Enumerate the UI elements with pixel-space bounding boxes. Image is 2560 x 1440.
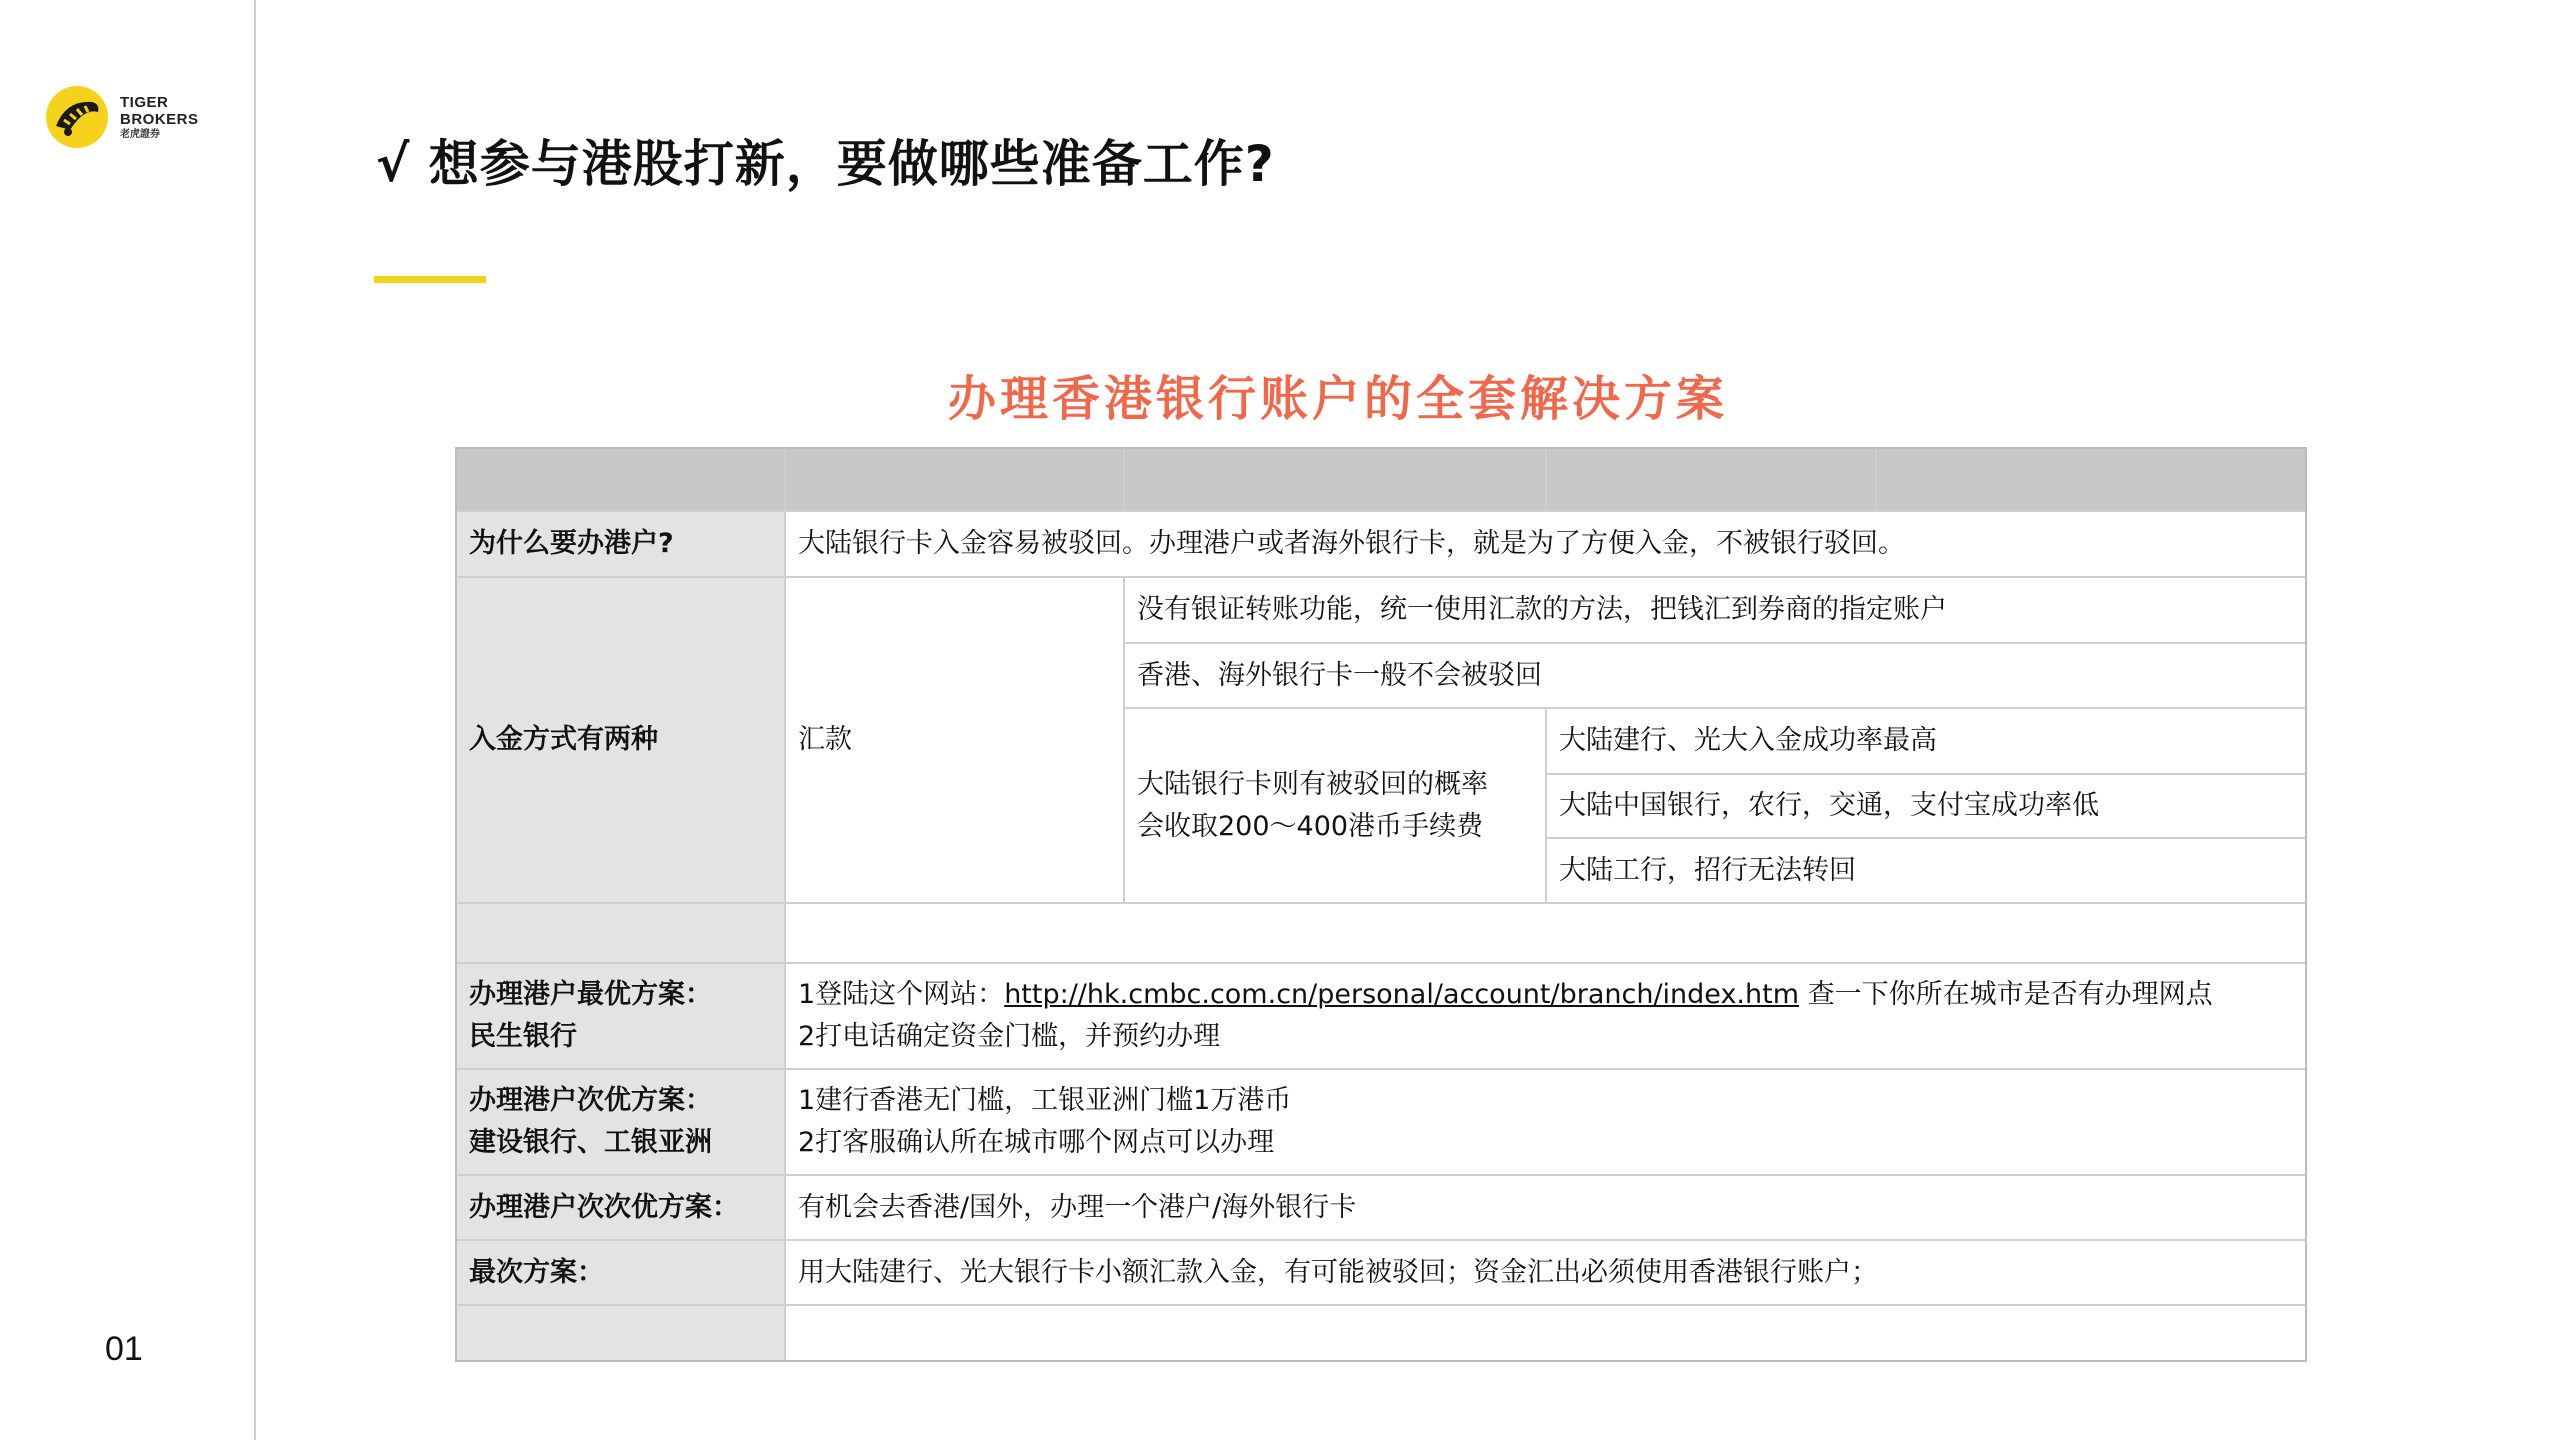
second-step-2: 2打客服确认所在城市哪个网点可以办理 — [798, 1127, 1275, 1158]
header-cell — [784, 449, 1123, 510]
second-plan-value — [784, 1068, 2305, 1174]
rate-low: 大陆中国银行，农行，交通，支付宝成功率低 — [1545, 773, 2305, 837]
spacer-label — [457, 902, 784, 962]
empty-label — [457, 1304, 784, 1360]
mainland-line-1: 大陆银行卡则有被驳回的概率 — [1137, 768, 1488, 800]
mainland-card-note — [1123, 707, 1545, 902]
tiger-logo-icon — [46, 86, 108, 148]
best-step-1-suffix: 查一下你所在城市是否有办理网点 — [1799, 979, 2213, 1010]
why-value: 大陆银行卡入金容易被驳回。办理港户或者海外银行卡，就是为了方便入金，不被银行驳回。 — [784, 510, 2305, 576]
tiger-brokers-logo — [46, 86, 199, 148]
no-transfer: 大陆工行，招行无法转回 — [1545, 837, 2305, 902]
why-label: 为什么要办港户? — [457, 510, 784, 576]
solution-table — [455, 447, 2307, 1362]
best-step-1-prefix: 1登陆这个网站： — [798, 979, 1005, 1010]
mainland-line-2: 会收取200～400港币手续费 — [1137, 810, 1484, 842]
best-plan-label-line-1: 办理港户最优方案： — [469, 979, 712, 1010]
third-plan-label: 办理港户次次优方案： — [457, 1174, 784, 1239]
second-plan-label-line-1: 办理港户次优方案： — [469, 1085, 712, 1116]
page-title: √ 想参与港股打新，要做哪些准备工作? — [376, 135, 1275, 193]
deposit-note-2: 香港、海外银行卡一般不会被驳回 — [1123, 642, 2305, 707]
header-cell — [1123, 449, 1545, 510]
cmbc-branch-link[interactable]: http://hk.cmbc.com.cn/personal/account/branch/index.htm — [1004, 979, 1799, 1010]
best-plan-value — [784, 962, 2305, 1068]
deposit-method: 汇款 — [784, 576, 1123, 902]
third-plan-value: 有机会去香港/国外，办理一个港户/海外银行卡 — [784, 1174, 2305, 1239]
rate-high: 大陆建行、光大入金成功率最高 — [1545, 707, 2305, 773]
header-cell — [457, 449, 784, 510]
brand-name-cn: 老虎證券 — [120, 128, 160, 140]
left-divider-line — [254, 0, 256, 1440]
best-plan-label — [457, 962, 784, 1068]
page-number: 01 — [105, 1330, 143, 1368]
second-plan-label — [457, 1068, 784, 1174]
empty-value — [784, 1304, 2305, 1360]
best-step-1 — [798, 974, 2213, 1016]
brand-name-line2: BROKERS — [120, 111, 199, 129]
table-heading: 办理香港银行账户的全套解决方案 — [948, 371, 1729, 427]
deposit-note-1: 没有银证转账功能，统一使用汇款的方法，把钱汇到券商的指定账户 — [1123, 576, 2305, 642]
header-cell — [1875, 449, 2305, 510]
second-plan-label-line-2: 建设银行、工银亚洲 — [469, 1127, 712, 1158]
title-accent-bar — [374, 276, 486, 283]
last-plan-label: 最次方案： — [457, 1239, 784, 1304]
best-plan-label-line-2: 民生银行 — [469, 1021, 577, 1052]
best-step-2: 2打电话确定资金门槛，并预约办理 — [798, 1021, 1221, 1052]
last-plan-value: 用大陆建行、光大银行卡小额汇款入金，有可能被驳回；资金汇出必须使用香港银行账户； — [784, 1239, 2305, 1304]
deposit-label: 入金方式有两种 — [457, 576, 784, 902]
second-step-1: 1建行香港无门槛，工银亚洲门槛1万港币 — [798, 1085, 1292, 1116]
spacer-value — [784, 902, 2305, 962]
brand-name-line1: TIGER — [120, 94, 169, 111]
header-cell — [1545, 449, 1875, 510]
